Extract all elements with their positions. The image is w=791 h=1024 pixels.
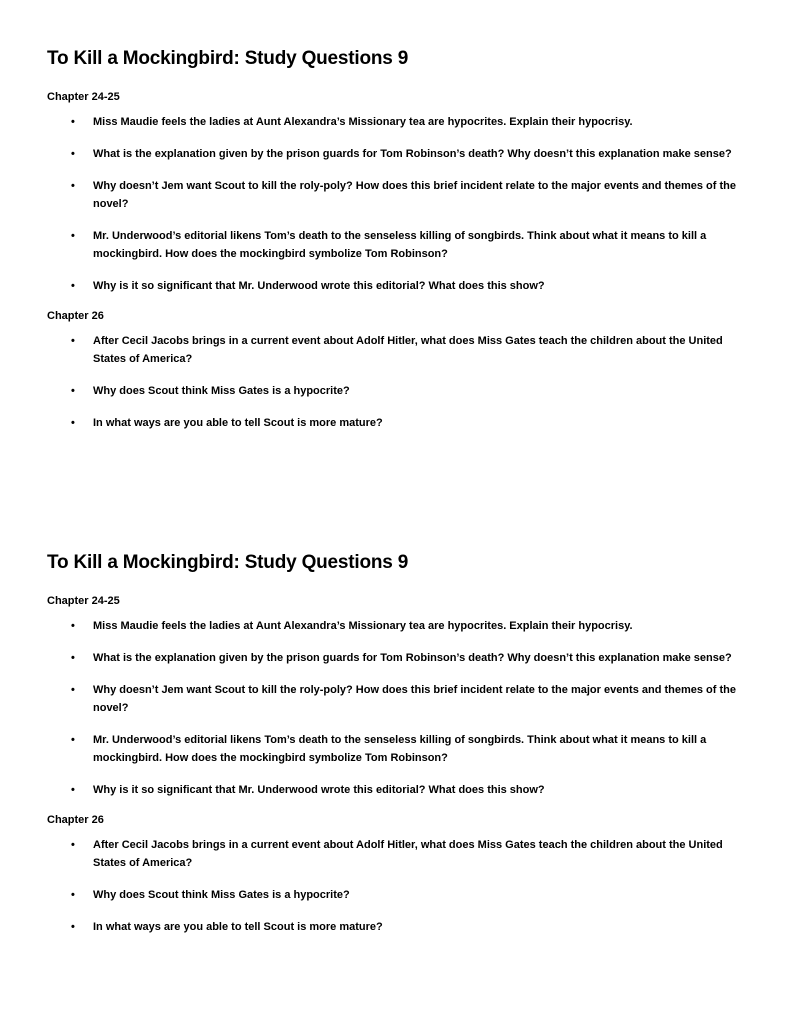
sheet-title: To Kill a Mockingbird: Study Questions 9 <box>47 48 409 69</box>
question-item <box>47 886 747 904</box>
question-text: Miss Maudie feels the ladies at Aunt Alexandra’s Missionary tea are hypocrites. Explain their hypocrisy. <box>93 620 633 632</box>
bullet-icon: • <box>71 921 75 933</box>
question-text: After Cecil Jacobs brings in a current event about Adolf Hitler, what does Miss Gates teach the children about the United States of America? <box>93 839 723 869</box>
question-text: Mr. Underwood’s editorial likens Tom’s death to the senseless killing of songbirds. Think about what it means to kill a mockingbird. How does the mockingbird symbolize Tom Robinson? <box>93 734 707 764</box>
question-item <box>47 731 747 767</box>
question-text: What is the explanation given by the prison guards for Tom Robinson’s death? Why doesn’t this explanation make sense? <box>93 652 732 664</box>
question-item <box>47 382 747 400</box>
question-text: Why is it so significant that Mr. Underwood wrote this editorial? What does this show? <box>93 280 545 292</box>
question-text: Why does Scout think Miss Gates is a hypocrite? <box>93 385 350 397</box>
bullet-icon: • <box>71 784 75 796</box>
question-text: Why does Scout think Miss Gates is a hypocrite? <box>93 889 350 901</box>
question-text: After Cecil Jacobs brings in a current event about Adolf Hitler, what does Miss Gates teach the children about the United States of America? <box>93 335 723 365</box>
question-list <box>47 332 747 432</box>
question-list <box>47 617 747 799</box>
question-item <box>47 781 747 799</box>
bullet-icon: • <box>71 280 75 292</box>
question-item <box>47 617 747 635</box>
question-item <box>47 332 747 368</box>
question-text: In what ways are you able to tell Scout is more mature? <box>93 921 383 933</box>
bullet-icon: • <box>71 385 75 397</box>
bullet-icon: • <box>71 889 75 901</box>
bullet-icon: • <box>71 734 75 746</box>
chapter-heading: Chapter 26 <box>47 310 104 322</box>
question-text: Why is it so significant that Mr. Underwood wrote this editorial? What does this show? <box>93 784 545 796</box>
chapter-heading: Chapter 24-25 <box>47 595 120 607</box>
bullet-icon: • <box>71 180 75 192</box>
question-item <box>47 177 747 213</box>
question-item <box>47 836 747 872</box>
bullet-icon: • <box>71 839 75 851</box>
bullet-icon: • <box>71 335 75 347</box>
bullet-icon: • <box>71 116 75 128</box>
question-list <box>47 836 747 936</box>
bullet-icon: • <box>71 230 75 242</box>
question-item <box>47 227 747 263</box>
bullet-icon: • <box>71 620 75 632</box>
chapter-heading: Chapter 26 <box>47 814 104 826</box>
question-text: Why doesn’t Jem want Scout to kill the roly-poly? How does this brief incident relate to the major events and themes of the novel? <box>93 684 736 714</box>
sheet-title: To Kill a Mockingbird: Study Questions 9 <box>47 552 409 573</box>
bullet-icon: • <box>71 652 75 664</box>
bullet-icon: • <box>71 148 75 160</box>
question-item <box>47 918 747 936</box>
question-item <box>47 681 747 717</box>
chapter-heading: Chapter 24-25 <box>47 91 120 103</box>
question-item <box>47 145 747 163</box>
question-list <box>47 113 747 295</box>
question-item <box>47 414 747 432</box>
question-text: Why doesn’t Jem want Scout to kill the roly-poly? How does this brief incident relate to the major events and themes of the novel? <box>93 180 736 210</box>
study-sheet <box>47 45 747 446</box>
question-text: In what ways are you able to tell Scout is more mature? <box>93 417 383 429</box>
bullet-icon: • <box>71 417 75 429</box>
question-item <box>47 277 747 295</box>
bullet-icon: • <box>71 684 75 696</box>
question-item <box>47 649 747 667</box>
question-item <box>47 113 747 131</box>
question-text: Miss Maudie feels the ladies at Aunt Alexandra’s Missionary tea are hypocrites. Explain their hypocrisy. <box>93 116 633 128</box>
question-text: Mr. Underwood’s editorial likens Tom’s death to the senseless killing of songbirds. Think about what it means to kill a mockingbird. How does the mockingbird symbolize Tom Robinson? <box>93 230 707 260</box>
study-sheet <box>47 549 747 950</box>
question-text: What is the explanation given by the prison guards for Tom Robinson’s death? Why doesn’t this explanation make sense? <box>93 148 732 160</box>
